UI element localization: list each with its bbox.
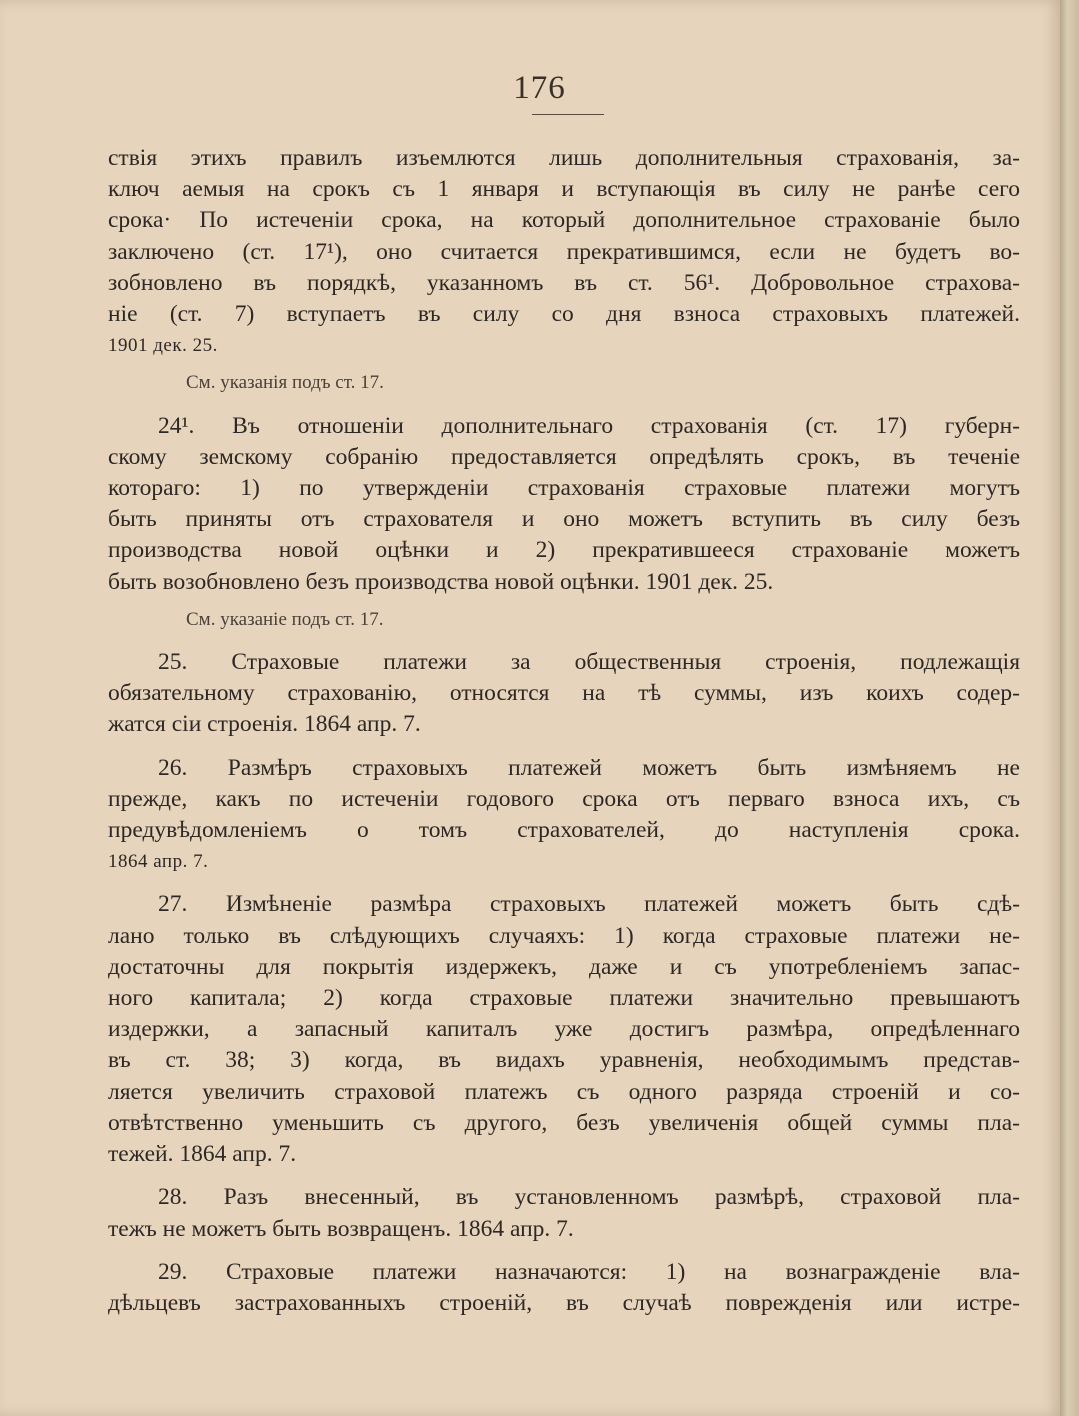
article-29	[108, 1257, 1020, 1319]
reference-note: См. указаніе подъ ст. 17.	[186, 608, 384, 630]
text-line: котораго: 1) по утвержденіи страхованія страховые платежи могутъ	[108, 475, 1020, 502]
article-27	[108, 889, 1020, 1170]
text-line: въ ст. 38; 3) когда, въ видахъ уравненія, необходимымъ представ-	[108, 1047, 1020, 1074]
text-line: прежде, какъ по истеченіи годового срока отъ перваго взноса ихъ, съ	[108, 785, 1020, 812]
text-line: быть приняты отъ страхователя и оно можетъ вступить въ силу безъ	[108, 506, 1020, 533]
text-line: предувѣдомленіемъ о томъ страхователей, до наступленія срока.	[108, 817, 1020, 844]
text-line: издержки, а запасный капиталъ уже достигъ размѣра, опредѣленнаго	[108, 1016, 1020, 1043]
text-line: обязательному страхованію, относятся на тѣ суммы, изъ коихъ содер-	[108, 680, 1020, 707]
text-line: тежей. 1864 апр. 7.	[108, 1141, 297, 1168]
article-28	[108, 1182, 1020, 1244]
text-line: скому земскому собранію предоставляется опредѣлять срокъ, въ теченіе	[108, 443, 1020, 470]
text-line: срока· По истеченіи срока, на который дополнительное страхованіе было	[108, 207, 1020, 234]
text-line: достаточны для покрытія издержекъ, даже и съ употребленіемъ запас-	[108, 953, 1020, 980]
text-line: жатся сіи строенія. 1864 апр. 7.	[108, 711, 421, 738]
page-edge	[1060, 0, 1079, 1416]
paragraph-continuation	[108, 143, 1020, 361]
text-line: 29. Страховые платежи назначаются: 1) на вознагражденіе вла-	[158, 1258, 1020, 1285]
text-line: ляется увеличить страховой платежъ съ одного разряда строеній и со-	[108, 1078, 1020, 1105]
reference-note: См. указанія подъ ст. 17.	[186, 372, 384, 394]
text-line: ствія этихъ правилъ изъемлются лишь дополнительныя страхованія, за-	[108, 145, 1020, 171]
article-25	[108, 647, 1020, 741]
page-number-rule	[532, 114, 604, 115]
text-line: 26. Размѣръ страховыхъ платежей можетъ быть измѣняемъ не	[158, 754, 1020, 781]
text-line: 24¹. Въ отношеніи дополнительнаго страхованія (ст. 17) губерн-	[158, 412, 1020, 439]
text-line: 1901 дек. 25.	[108, 335, 218, 357]
text-line: заключено (ст. 17¹), оно считается прекратившимся, если не будетъ во-	[108, 238, 1020, 265]
text-line: быть возобновлено безъ производства новой оцѣнки. 1901 дек. 25.	[108, 568, 774, 595]
text-line: тежъ не можетъ быть возвращенъ. 1864 апр. 7.	[108, 1215, 574, 1242]
text-line: 1864 апр. 7.	[108, 851, 209, 873]
text-line: отвѣтственно уменьшить съ другого, безъ увеличенія общей суммы пла-	[108, 1109, 1020, 1136]
text-line: ного капитала; 2) когда страховые платежи значительно превышаютъ	[108, 985, 1020, 1012]
text-line: дѣльцевъ застрахованныхъ строеній, въ случаѣ поврежденія или истре-	[108, 1289, 1020, 1316]
text-line: лано только въ слѣдующихъ случаяхъ: 1) когда страховые платежи не-	[108, 922, 1020, 949]
article-24-1	[108, 411, 1020, 598]
text-line: производства новой оцѣнки и 2) прекратившееся страхованіе можетъ	[108, 537, 1020, 564]
page-number: 176	[513, 70, 566, 106]
text-line: зобновлено въ порядкѣ, указанномъ въ ст. 56¹. Добровольное страхова-	[108, 269, 1020, 296]
text-line: ключ аемыя на срокъ съ 1 января и вступающія въ силу не ранѣе сего	[108, 176, 1020, 203]
article-26	[108, 753, 1020, 878]
page-body	[108, 143, 1020, 1319]
text-line: 28. Разъ внесенный, въ установленномъ размѣрѣ, страховой пла-	[158, 1184, 1020, 1211]
text-line: ніе (ст. 7) вступаетъ въ силу со дня взноса страховыхъ платежей.	[108, 301, 1020, 328]
text-line: 25. Страховые платежи за общественныя строенія, подлежащія	[158, 649, 1020, 676]
text-line: 27. Измѣненіе размѣра страховыхъ платежей можетъ быть сдѣ-	[158, 891, 1020, 918]
